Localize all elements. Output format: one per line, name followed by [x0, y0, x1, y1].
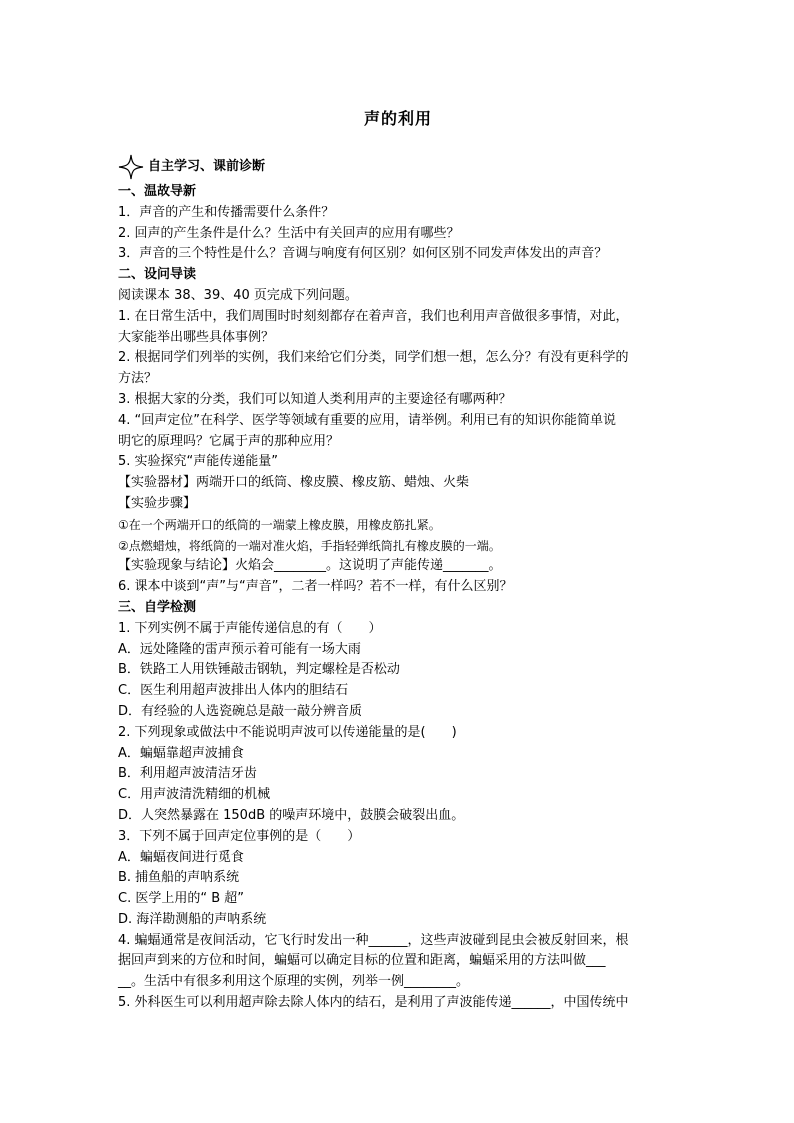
experiment-step-2: ②点燃蜡烛，将纸筒的一端对准火焰，手指轻弹纸筒扎有橡皮膜的一端。	[118, 538, 501, 553]
part3-question-1: 1. 下列实例不属于声能传递信息的有（ ）	[118, 620, 382, 636]
experiment-steps-heading: 【实验步骤】	[118, 495, 197, 511]
part1-question-3: 3．声音的三个特性是什么？音调与响度有何区别？如何区别不同发声体发出的声音？	[118, 246, 608, 262]
experiment-result: 【实验现象与结论】火焰会________。这说明了声能传递_______。	[118, 558, 502, 574]
part2-question-4-line-1: 4. “回声定位”在科学、医学等领域有重要的应用，请举例。利用已有的知识你能简单说	[118, 412, 617, 428]
part2-question-5: 5. 实验探究“声能传递能量”	[118, 454, 279, 470]
part1-heading: 一、温故导新	[118, 184, 197, 199]
part2-heading: 二、设问导读	[118, 267, 197, 283]
section-header	[118, 152, 678, 182]
part3-question-4-line-3: __。生活中有很多利用这个原理的实例，列举一例________。	[118, 974, 470, 990]
part3-q3-option-a: A．蝙蝠夜间进行觅食	[118, 849, 244, 865]
part3-q3-option-d: D. 海洋勘测船的声呐系统	[118, 911, 267, 927]
part3-q3-option-b: B. 捕鱼船的声呐系统	[118, 870, 240, 886]
part3-question-2: 2. 下列现象或做法中不能说明声波可以传递能量的是( )	[118, 724, 457, 740]
experiment-equipment: 【实验器材】两端开口的纸筒、橡皮膜、橡皮筋、蜡烛、火柴	[118, 475, 470, 491]
part3-question-4-line-1: 4. 蝙蝠通常是夜间活动，它飞行时发出一种______，这些声波碰到昆虫会被反射回来，根	[118, 932, 629, 948]
part2-question-1-line-1: 1. 在日常生活中，我们周围时时刻刻都存在着声音，我们也利用声音做很多事情，对此，	[118, 308, 629, 324]
part3-question-3: 3．下列不属于回声定位事例的是（ ）	[118, 828, 361, 844]
part3-heading: 三、自学检测	[118, 599, 197, 615]
part3-q2-option-c: C．用声波清洗精细的机械	[118, 787, 271, 803]
part3-question-4-line-2: 据回声到来的方位和时间，蝙蝠可以确定目标的位置和距离，蝙蝠采用的方法叫做___	[118, 953, 606, 969]
part2-question-2-line-1: 2. 根据同学们列举的实例，我们来给它们分类，同学们想一想，怎么分？有没有更科学的	[118, 350, 629, 366]
part3-q1-option-c: C．医生利用超声波排出人体内的胆结石	[118, 683, 349, 699]
part3-q1-option-b: B．铁路工人用铁锤敲击钢轨，判定螺栓是否松动	[118, 662, 400, 678]
document-body	[118, 152, 678, 1014]
part2-question-1-line-2: 大家能举出哪些具体事例？	[118, 329, 275, 345]
part3-q2-option-b: B．利用超声波清洁牙齿	[118, 766, 257, 782]
part2-question-3: 3. 根据大家的分类，我们可以知道人类利用声的主要途径有哪两种？	[118, 391, 512, 407]
part2-question-4-line-2: 明它的原理吗？它属于声的那种应用？	[118, 433, 340, 449]
part3-q2-option-a: A．蝙蝠靠超声波捕食	[118, 745, 244, 761]
experiment-step-1: ①在一个两端开口的纸筒的一端蒙上橡皮膜，用橡皮筋扎紧。	[118, 517, 441, 532]
part2-question-6: 6. 课本中谈到“声”与“声音”，二者一样吗？若不一样，有什么区别？	[118, 579, 513, 595]
part3-q2-option-d: D．人突然暴露在 150dB 的噪声环境中，鼓膜会破裂出血。	[118, 807, 465, 823]
part1-question-1: 1．声音的产生和传播需要什么条件？	[118, 204, 335, 220]
four-point-star-icon	[118, 154, 144, 180]
section-header-label: 自主学习、课前诊断	[148, 158, 266, 174]
page-title: 声的利用	[363, 109, 432, 128]
part1-question-2: 2. 回声的产生条件是什么？生活中有关回声的应用有哪些？	[118, 225, 460, 241]
part3-q1-option-d: D．有经验的人选瓷碗总是敲一敲分辨音质	[118, 703, 363, 719]
part3-question-5: 5. 外科医生可以利用超声除去除人体内的结石，是利用了声波能传递______，中国传统中	[118, 995, 629, 1011]
part2-question-2-line-2: 方法？	[118, 371, 158, 387]
part2-intro: 阅读课本 38、39、40 页完成下列问题。	[118, 287, 358, 303]
part3-q3-option-c: C. 医学上用的“ B 超”	[118, 891, 244, 907]
part3-q1-option-a: A．远处隆隆的雷声预示着可能有一场大雨	[118, 641, 361, 657]
